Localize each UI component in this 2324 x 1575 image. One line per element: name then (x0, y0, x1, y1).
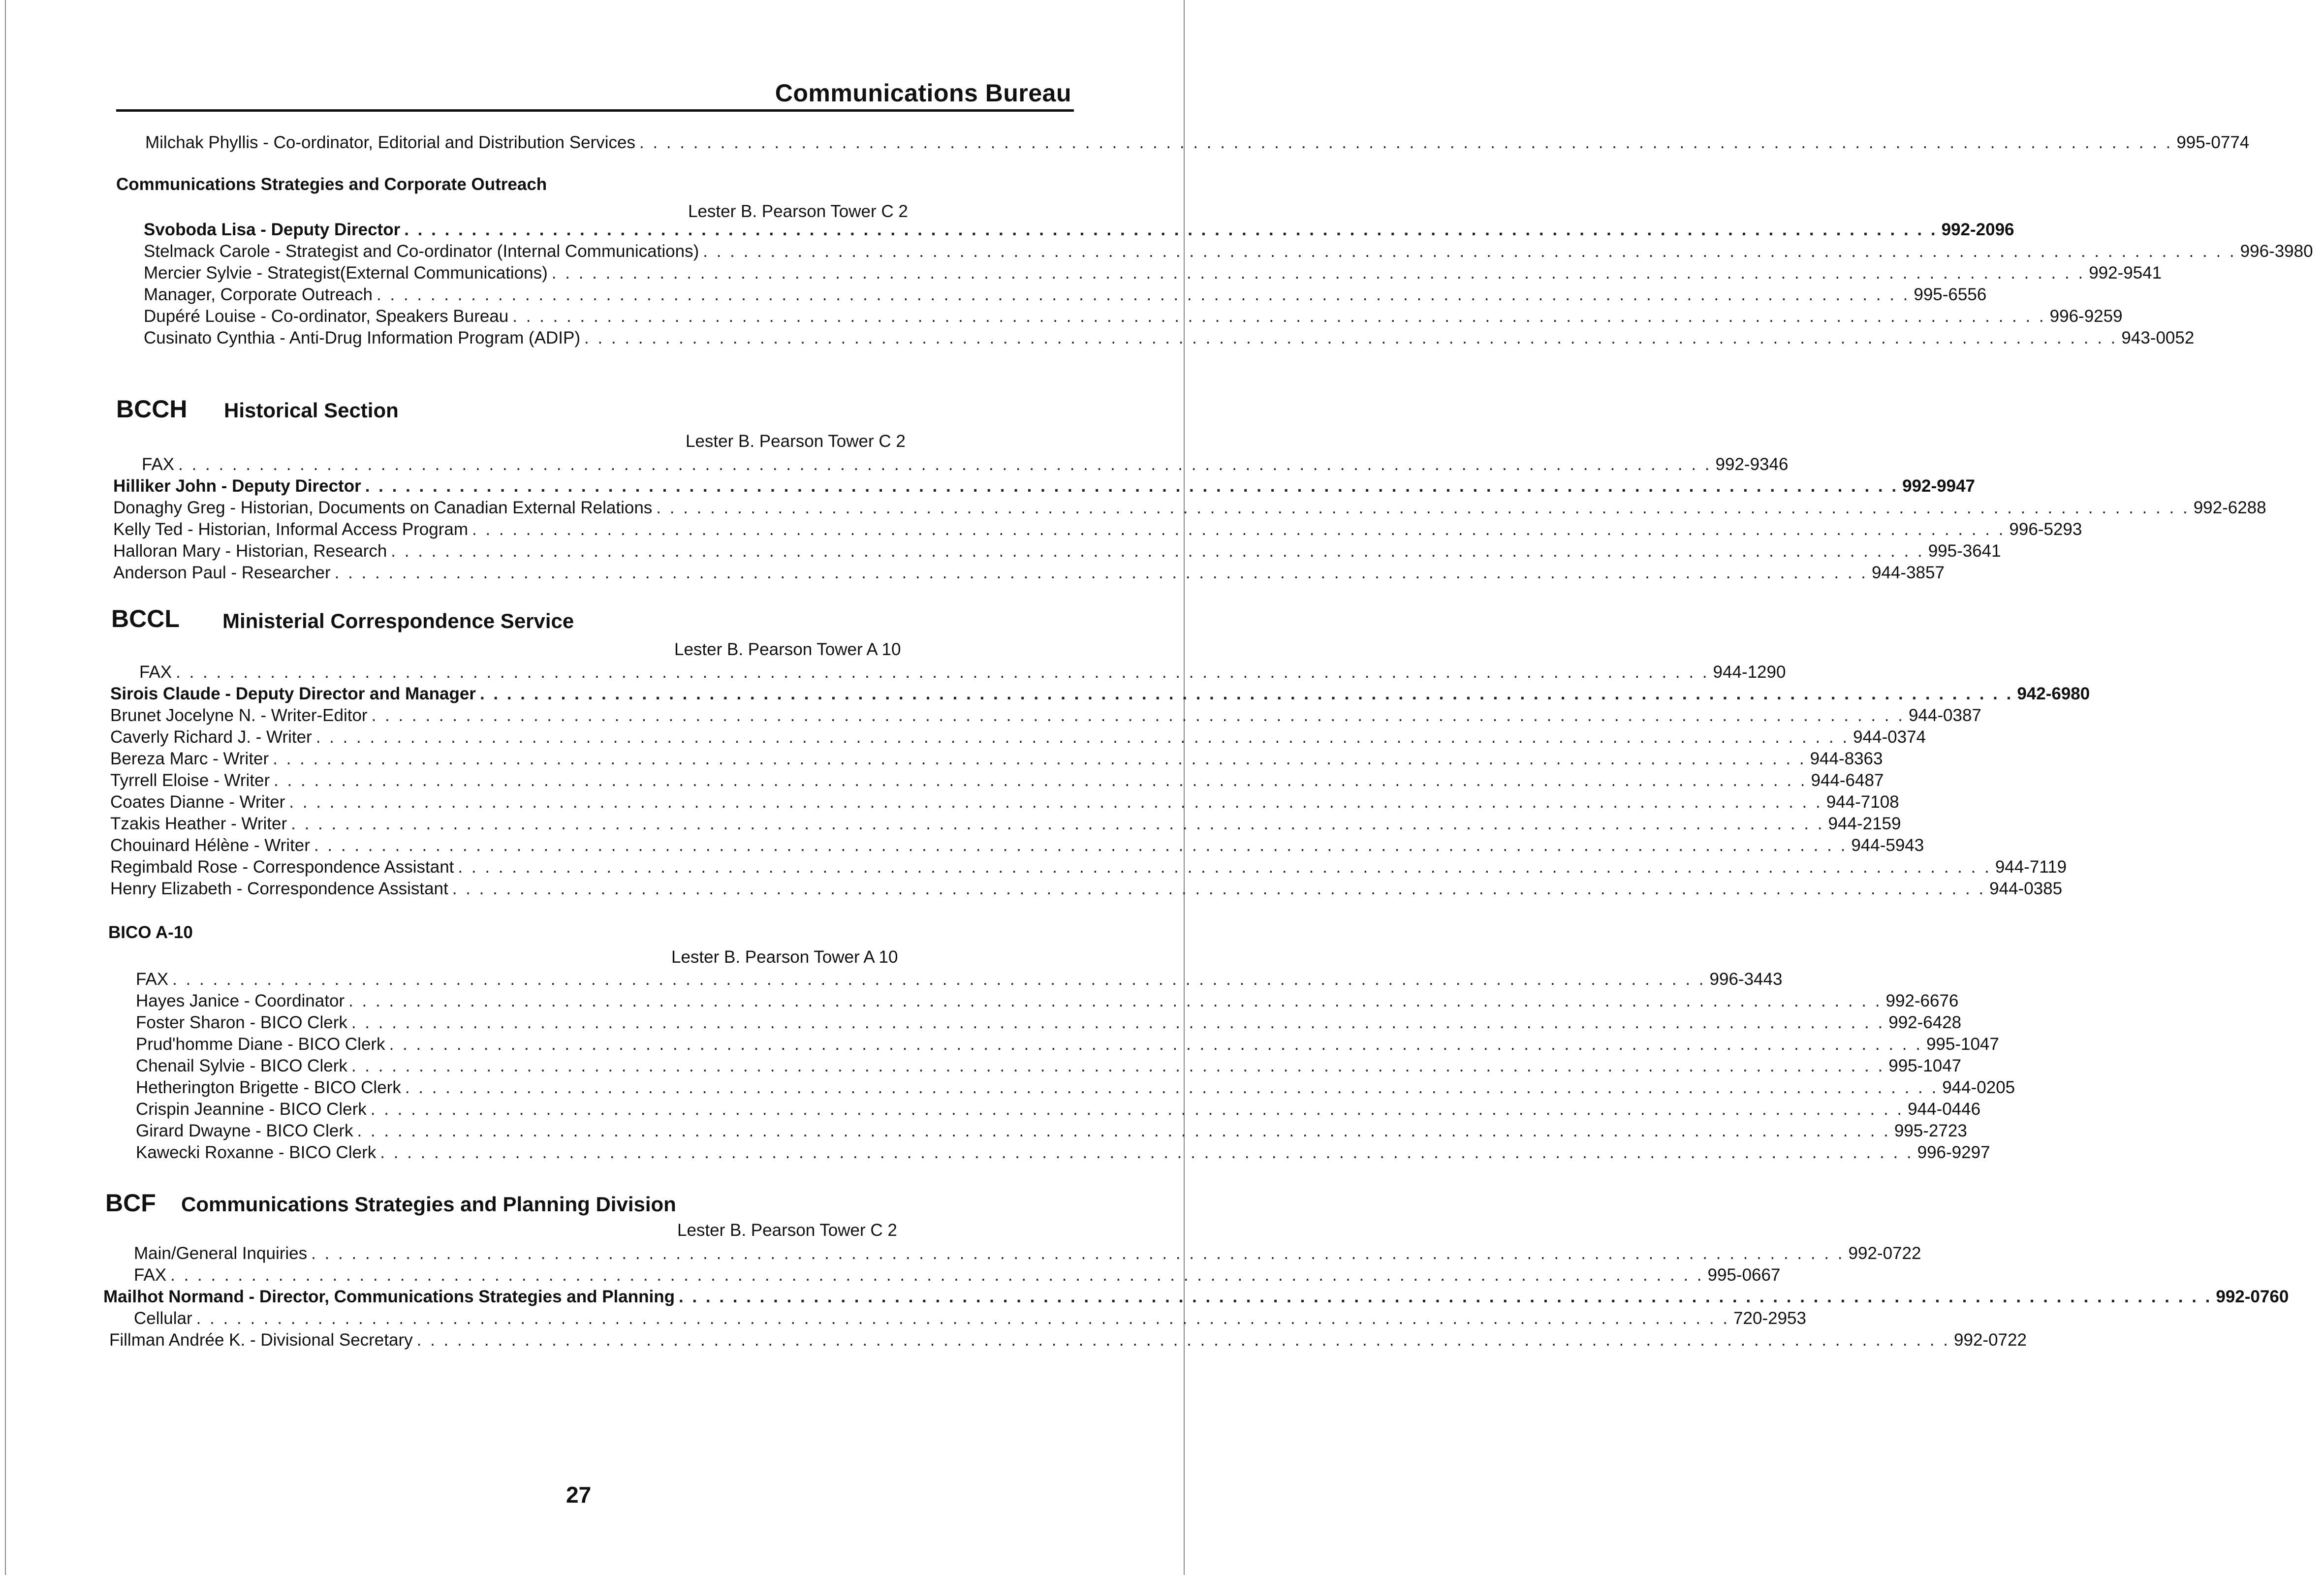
entry-phone: 992-0722 (1954, 1330, 2027, 1350)
dot-leader: . . . . . . . . . . . . . . . . . . . . . . . . . . . . . . . . . . . . . . . . . . . . . . . . . . . . . . . . . . . . . . . . . . . . . . . . . . . . . . . . . . . . . . . . . . . . . . . . . . . . . . . . . . . . . . . . . . (703, 242, 2236, 261)
bico-location: Lester B. Pearson Tower A 10 (671, 947, 898, 967)
header-rule (116, 109, 1074, 112)
entry-phone: 996-9259 (2049, 307, 2123, 326)
dot-leader: . . . . . . . . . . . . . . . . . . . . . . . . . . . . . . . . . . . . . . . . . . . . . . . . . . . . . . . . . . . . . . . . . . . . . . . . . . . . . . . . . . . . . . . . . . . . . . . . . . . . . . . . . . . . . . . . . . (656, 498, 2190, 517)
directory-row (110, 856, 2067, 878)
dot-leader: . . . . . . . . . . . . . . . . . . . . . . . . . . . . . . . . . . . . . . . . . . . . . . . . . . . . . . . . . . . . . . . . . . . . . . . . . . . . . . . . . . . . . . . . . . . . . . . . . . . . . . . . . . . . . . . . . . (172, 970, 1706, 989)
dot-leader: . . . . . . . . . . . . . . . . . . . . . . . . . . . . . . . . . . . . . . . . . . . . . . . . . . . . . . . . . . . . . . . . . . . . . . . . . . . . . . . . . . . . . . . . . . . . . . . . . . . . . . . . . . . . . . . . . . (376, 285, 1910, 304)
directory-row (136, 1034, 1999, 1055)
entry-phone: 944-7108 (1826, 792, 1899, 812)
dot-leader: . . . . . . . . . . . . . . . . . . . . . . . . . . . . . . . . . . . . . . . . . . . . . . . . . . . . . . . . . . . . . . . . . . . . . . . . . . . . . . . . . . . . . . . . . . . . . . . . . . . . . . . . . . . . . . . . . . (391, 541, 1924, 561)
directory-row (144, 262, 2162, 284)
directory-row (113, 475, 1976, 497)
dot-leader: . . . . . . . . . . . . . . . . . . . . . . . . . . . . . . . . . . . . . . . . . . . . . . . . . . . . . . . . . . . . . . . . . . . . . . . . . . . . . . . . . . . . . . . . . . . . . . . . . . . . . . . . . . . . . . . . . . (196, 1309, 1730, 1328)
entry-name: Manager, Corporate Outreach (144, 285, 373, 304)
directory-row (110, 813, 1901, 835)
directory-row (134, 1243, 1921, 1264)
dot-leader: . . . . . . . . . . . . . . . . . . . . . . . . . . . . . . . . . . . . . . . . . . . . . . . . . . . . . . . . . . . . . . . . . . . . . . . . . . . . . . . . . . . . . . . . . . . . . . . . . . . . . . . . . . . . . . . . . . (357, 1121, 1890, 1140)
bcch-location: Lester B. Pearson Tower C 2 (686, 432, 906, 451)
dot-leader: . . . . . . . . . . . . . . . . . . . . . . . . . . . . . . . . . . . . . . . . . . . . . . . . . . . . . . . . . . . . . . . . . . . . . . . . . . . . . . . . . . . . . . . . . . . . . . . . . . . . . . . . . . . . . . . . . . (365, 476, 1899, 496)
entry-phone: 944-0387 (1908, 706, 1981, 725)
cs-outreach-location: Lester B. Pearson Tower C 2 (688, 202, 908, 221)
entry-name: Anderson Paul - Researcher (113, 563, 331, 582)
entry-name: Dupéré Louise - Co-ordinator, Speakers Bureau (144, 307, 509, 326)
dot-leader: . . . . . . . . . . . . . . . . . . . . . . . . . . . . . . . . . . . . . . . . . . . . . . . . . . . . . . . . . . . . . . . . . . . . . . . . . . . . . . . . . . . . . . . . . . . . . . . . . . . . . . . . . . . . . . . . . . (551, 263, 2085, 283)
dot-leader: . . . . . . . . . . . . . . . . . . . . . . . . . . . . . . . . . . . . . . . . . . . . . . . . . . . . . . . . . . . . . . . . . . . . . . . . . . . . . . . . . . . . . . . . . . . . . . . . . . . . . . . . . . . . . . . . . . (291, 814, 1824, 833)
directory-row (144, 327, 2195, 349)
dot-leader: . . . . . . . . . . . . . . . . . . . . . . . . . . . . . . . . . . . . . . . . . . . . . . . . . . . . . . . . . . . . . . . . . . . . . . . . . . . . . . . . . . . . . . . . . . . . . . . . . . . . . . . . . . . . . . . . . . (370, 1100, 1904, 1119)
entry-name: Kelly Ted - Historian, Informal Access Program (113, 520, 469, 539)
entry-phone: 992-9947 (1902, 476, 1976, 496)
entry-name: Mailhot Normand - Director, Communications Strategies and Planning (103, 1287, 675, 1306)
directory-row (144, 284, 1987, 306)
page-header: Communications Bureau (775, 79, 1071, 107)
entry-name: Caverly Richard J. - Writer (110, 727, 312, 747)
dot-leader: . . . . . . . . . . . . . . . . . . . . . . . . . . . . . . . . . . . . . . . . . . . . . . . . . . . . . . . . . . . . . . . . . . . . . . . . . . . . . . . . . . . . . . . . . . . . . . . . . . . . . . . . . . . . . . . . . . (311, 1244, 1845, 1263)
directory-row (136, 1120, 1967, 1142)
directory-row (136, 1142, 1990, 1164)
entry-name: Halloran Mary - Historian, Research (113, 541, 387, 561)
entry-phone: 944-0385 (1989, 879, 2063, 898)
entry-name: FAX (139, 662, 172, 682)
entry-phone: 996-5293 (2009, 520, 2082, 539)
dot-leader: . . . . . . . . . . . . . . . . . . . . . . . . . . . . . . . . . . . . . . . . . . . . . . . . . . . . . . . . . . . . . . . . . . . . . . . . . . . . . . . . . . . . . . . . . . . . . . . . . . . . . . . . . . . . . . . . . . (274, 771, 1807, 790)
dot-leader: . . . . . . . . . . . . . . . . . . . . . . . . . . . . . . . . . . . . . . . . . . . . . . . . . . . . . . . . . . . . . . . . . . . . . . . . . . . . . . . . . . . . . . . . . . . . . . . . . . . . . . . . . . . . . . . . . . (678, 1287, 2212, 1306)
entry-phone: 942-6980 (2017, 684, 2090, 703)
bico-heading: BICO A-10 (108, 923, 193, 942)
directory-row (139, 662, 1786, 683)
directory-row (110, 770, 1884, 791)
directory-row (109, 1329, 2027, 1351)
directory-row (144, 241, 2313, 262)
dot-leader: . . . . . . . . . . . . . . . . . . . . . . . . . . . . . . . . . . . . . . . . . . . . . . . . . . . . . . . . . . . . . . . . . . . . . . . . . . . . . . . . . . . . . . . . . . . . . . . . . . . . . . . . . . . . . . . . . . (351, 1013, 1885, 1032)
entry-phone: 944-7119 (1995, 857, 2067, 877)
dot-leader: . . . . . . . . . . . . . . . . . . . . . . . . . . . . . . . . . . . . . . . . . . . . . . . . . . . . . . . . . . . . . . . . . . . . . . . . . . . . . . . . . . . . . . . . . . . . . . . . . . . . . . . . . . . . . . . . . . (389, 1035, 1922, 1054)
directory-row (110, 683, 2090, 705)
directory-row (110, 791, 1899, 813)
dot-leader: . . . . . . . . . . . . . . . . . . . . . . . . . . . . . . . . . . . . . . . . . . . . . . . . . . . . . . . . . . . . . . . . . . . . . . . . . . . . . . . . . . . . . . . . . . . . . . . . . . . . . . . . . . . . . . . . . . (512, 307, 2046, 326)
directory-row (144, 306, 2123, 327)
directory-row (110, 835, 1924, 856)
dot-leader: . . . . . . . . . . . . . . . . . . . . . . . . . . . . . . . . . . . . . . . . . . . . . . . . . . . . . . . . . . . . . . . . . . . . . . . . . . . . . . . . . . . . . . . . . . . . . . . . . . . . . . . . . . . . . . . . . . (380, 1143, 1914, 1162)
left-margin-line (5, 0, 6, 1575)
page-number: 27 (566, 1482, 592, 1508)
bccl-code: BCCL (111, 605, 180, 632)
dot-leader: . . . . . . . . . . . . . . . . . . . . . . . . . . . . . . . . . . . . . . . . . . . . . . . . . . . . . . . . . . . . . . . . . . . . . . . . . . . . . . . . . . . . . . . . . . . . . . . . . . . . . . . . . . . . . . . . . . (334, 563, 1868, 582)
entry-name: Girard Dwayne - BICO Clerk (136, 1121, 353, 1140)
dot-leader: . . . . . . . . . . . . . . . . . . . . . . . . . . . . . . . . . . . . . . . . . . . . . . . . . . . . . . . . . . . . . . . . . . . . . . . . . . . . . . . . . . . . . . . . . . . . . . . . . . . . . . . . . . . . . . . . . . (479, 684, 2013, 703)
directory-row (142, 454, 1789, 475)
cs-outreach-heading: Communications Strategies and Corporate Outreach (116, 175, 547, 194)
directory-row (110, 726, 1926, 748)
bcf-code: BCF (105, 1189, 156, 1217)
entry-name: FAX (134, 1265, 167, 1285)
directory-row (136, 969, 1783, 990)
dot-leader: . . . . . . . . . . . . . . . . . . . . . . . . . . . . . . . . . . . . . . . . . . . . . . . . . . . . . . . . . . . . . . . . . . . . . . . . . . . . . . . . . . . . . . . . . . . . . . . . . . . . . . . . . . . . . . . . . . (348, 991, 1882, 1010)
entry-phone: 944-5943 (1851, 836, 1924, 855)
entry-name: FAX (136, 970, 169, 989)
entry-name: Cusinato Cynthia - Anti-Drug Information Program (ADIP) (144, 328, 580, 347)
entry-name: Hilliker John - Deputy Director (113, 476, 361, 496)
dot-leader: . . . . . . . . . . . . . . . . . . . . . . . . . . . . . . . . . . . . . . . . . . . . . . . . . . . . . . . . . . . . . . . . . . . . . . . . . . . . . . . . . . . . . . . . . . . . . . . . . . . . . . . . . . . . . . . . . . (452, 879, 1986, 898)
entry-name: Kawecki Roxanne - BICO Clerk (136, 1143, 377, 1162)
entry-name: FAX (142, 455, 175, 474)
bcf-location: Lester B. Pearson Tower C 2 (677, 1221, 897, 1240)
dot-leader: . . . . . . . . . . . . . . . . . . . . . . . . . . . . . . . . . . . . . . . . . . . . . . . . . . . . . . . . . . . . . . . . . . . . . . . . . . . . . . . . . . . . . . . . . . . . . . . . . . . . . . . . . . . . . . . . . . (416, 1330, 1950, 1350)
dot-leader: . . . . . . . . . . . . . . . . . . . . . . . . . . . . . . . . . . . . . . . . . . . . . . . . . . . . . . . . . . . . . . . . . . . . . . . . . . . . . . . . . . . . . . . . . . . . . . . . . . . . . . . . . . . . . . . . . . (371, 706, 1905, 725)
directory-row (134, 1264, 1781, 1286)
entry-phone: 995-1047 (1926, 1035, 1999, 1054)
entry-name: Foster Sharon - BICO Clerk (136, 1013, 347, 1032)
entry-phone: 992-6428 (1888, 1013, 1962, 1032)
directory-row (113, 497, 2266, 519)
entry-phone: 944-8363 (1810, 749, 1883, 768)
directory-row (110, 748, 1883, 770)
dot-leader: . . . . . . . . . . . . . . . . . . . . . . . . . . . . . . . . . . . . . . . . . . . . . . . . . . . . . . . . . . . . . . . . . . . . . . . . . . . . . . . . . . . . . . . . . . . . . . . . . . . . . . . . . . . . . . . . . . (314, 836, 1848, 855)
dot-leader: . . . . . . . . . . . . . . . . . . . . . . . . . . . . . . . . . . . . . . . . . . . . . . . . . . . . . . . . . . . . . . . . . . . . . . . . . . . . . . . . . . . . . . . . . . . . . . . . . . . . . . . . . . . . . . . . . . (472, 520, 2006, 539)
dot-leader: . . . . . . . . . . . . . . . . . . . . . . . . . . . . . . . . . . . . . . . . . . . . . . . . . . . . . . . . . . . . . . . . . . . . . . . . . . . . . . . . . . . . . . . . . . . . . . . . . . . . . . . . . . . . . . . . . . (273, 749, 1806, 768)
dot-leader: . . . . . . . . . . . . . . . . . . . . . . . . . . . . . . . . . . . . . . . . . . . . . . . . . . . . . . . . . . . . . . . . . . . . . . . . . . . . . . . . . . . . . . . . . . . . . . . . . . . . . . . . . . . . . . . . . . (584, 328, 2118, 347)
directory-row (113, 562, 1945, 584)
dot-leader: . . . . . . . . . . . . . . . . . . . . . . . . . . . . . . . . . . . . . . . . . . . . . . . . . . . . . . . . . . . . . . . . . . . . . . . . . . . . . . . . . . . . . . . . . . . . . . . . . . . . . . . . . . . . . . . . . . (351, 1056, 1885, 1075)
entry-name: Prud'homme Diane - BICO Clerk (136, 1035, 385, 1054)
dot-leader: . . . . . . . . . . . . . . . . . . . . . . . . . . . . . . . . . . . . . . . . . . . . . . . . . . . . . . . . . . . . . . . . . . . . . . . . . . . . . . . . . . . . . . . . . . . . . . . . . . . . . . . . . . . . . . . . . . (458, 857, 1991, 877)
bcf-title: Communications Strategies and Planning Division (181, 1193, 676, 1216)
dot-leader: . . . . . . . . . . . . . . . . . . . . . . . . . . . . . . . . . . . . . . . . . . . . . . . . . . . . . . . . . . . . . . . . . . . . . . . . . . . . . . . . . . . . . . . . . . . . . . . . . . . . . . . . . . . . . . . . . . (404, 220, 1938, 239)
entry-name: Cellular (134, 1309, 192, 1328)
entry-name: Regimbald Rose - Correspondence Assistant (110, 857, 454, 877)
entry-phone: 944-6487 (1811, 771, 1884, 790)
entry-name: Tyrrell Eloise - Writer (110, 771, 270, 790)
directory-row (136, 1077, 2015, 1099)
directory-row (144, 219, 2014, 241)
entry-phone: 996-3980 (2240, 242, 2313, 261)
entry-name: Tzakis Heather - Writer (110, 814, 287, 833)
directory-row (136, 1012, 1962, 1034)
directory-row (113, 540, 2001, 562)
entry-phone: 996-3443 (1709, 970, 1783, 989)
entry-phone: 944-1290 (1713, 662, 1786, 682)
entry-phone: 992-2096 (1941, 220, 2014, 239)
bcch-code: BCCH (116, 395, 188, 423)
entry-phone: 992-9541 (2089, 263, 2162, 283)
directory-row (136, 990, 1959, 1012)
entry-phone: 995-0774 (2176, 133, 2250, 152)
bccl-title: Ministerial Correspondence Service (222, 609, 574, 632)
dot-leader: . . . . . . . . . . . . . . . . . . . . . . . . . . . . . . . . . . . . . . . . . . . . . . . . . . . . . . . . . . . . . . . . . . . . . . . . . . . . . . . . . . . . . . . . . . . . . . . . . . . . . . . . . . . . . . . . . . (639, 133, 2173, 152)
entry-name: Hetherington Brigette - BICO Clerk (136, 1078, 401, 1097)
dot-leader: . . . . . . . . . . . . . . . . . . . . . . . . . . . . . . . . . . . . . . . . . . . . . . . . . . . . . . . . . . . . . . . . . . . . . . . . . . . . . . . . . . . . . . . . . . . . . . . . . . . . . . . . . . . . . . . . . . (176, 662, 1709, 682)
directory-row (110, 878, 2063, 900)
entry-phone: 943-0052 (2121, 328, 2195, 347)
entry-name: Brunet Jocelyne N. - Writer-Editor (110, 706, 368, 725)
entry-name: Henry Elizabeth - Correspondence Assistant (110, 879, 448, 898)
entry-phone: 944-2159 (1828, 814, 1901, 833)
bccl-location: Lester B. Pearson Tower A 10 (674, 640, 901, 659)
entry-phone: 995-2723 (1894, 1121, 1967, 1140)
bcch-title: Historical Section (224, 399, 399, 422)
dot-leader: . . . . . . . . . . . . . . . . . . . . . . . . . . . . . . . . . . . . . . . . . . . . . . . . . . . . . . . . . . . . . . . . . . . . . . . . . . . . . . . . . . . . . . . . . . . . . . . . . . . . . . . . . . . . . . . . . . (315, 727, 1850, 747)
entry-phone: 944-0205 (1942, 1078, 2015, 1097)
entry-phone: 992-6288 (2193, 498, 2266, 517)
entry-phone: 992-6676 (1885, 991, 1959, 1010)
entry-phone: 992-0722 (1848, 1244, 1921, 1263)
entry-name: Stelmack Carole - Strategist and Co-ordinator (Internal Communications) (144, 242, 699, 261)
entry-name: Milchak Phyllis - Co-ordinator, Editorial and Distribution Services (145, 133, 635, 152)
entry-name: Crispin Jeannine - BICO Clerk (136, 1100, 367, 1119)
directory-row (145, 132, 2250, 154)
entry-name: Coates Dianne - Writer (110, 792, 285, 812)
directory-row (136, 1099, 1981, 1120)
directory-row (136, 1055, 1962, 1077)
entry-phone: 992-9346 (1715, 455, 1789, 474)
entry-name: Main/General Inquiries (134, 1244, 308, 1263)
entry-phone: 944-3857 (1872, 563, 1945, 582)
entry-phone: 995-0667 (1707, 1265, 1781, 1285)
dot-leader: . . . . . . . . . . . . . . . . . . . . . . . . . . . . . . . . . . . . . . . . . . . . . . . . . . . . . . . . . . . . . . . . . . . . . . . . . . . . . . . . . . . . . . . . . . . . . . . . . . . . . . . . . . . . . . . . . . (405, 1078, 1939, 1097)
entry-name: Sirois Claude - Deputy Director and Manager (110, 684, 476, 703)
directory-row (113, 519, 2082, 540)
entry-phone: 944-0446 (1908, 1100, 1981, 1119)
entry-name: Svoboda Lisa - Deputy Director (144, 220, 401, 239)
directory-row (103, 1286, 2289, 1308)
entry-phone: 995-6556 (1914, 285, 1987, 304)
entry-name: Donaghy Greg - Historian, Documents on Canadian External Relations (113, 498, 653, 517)
entry-name: Fillman Andrée K. - Divisional Secretary (109, 1330, 413, 1350)
entry-phone: 996-9297 (1917, 1143, 1990, 1162)
entry-name: Chouinard Hélène - Writer (110, 836, 310, 855)
entry-name: Chenail Sylvie - BICO Clerk (136, 1056, 347, 1075)
dot-leader: . . . . . . . . . . . . . . . . . . . . . . . . . . . . . . . . . . . . . . . . . . . . . . . . . . . . . . . . . . . . . . . . . . . . . . . . . . . . . . . . . . . . . . . . . . . . . . . . . . . . . . . . . . . . . . . . . . (170, 1265, 1704, 1285)
entry-phone: 720-2953 (1733, 1309, 1806, 1328)
entry-name: Hayes Janice - Coordinator (136, 991, 345, 1010)
entry-phone: 995-1047 (1888, 1056, 1962, 1075)
entry-phone: 944-0374 (1853, 727, 1926, 747)
entry-phone: 995-3641 (1928, 541, 2001, 561)
entry-name: Bereza Marc - Writer (110, 749, 269, 768)
directory-row (110, 705, 1981, 726)
directory-row (134, 1308, 1806, 1329)
dot-leader: . . . . . . . . . . . . . . . . . . . . . . . . . . . . . . . . . . . . . . . . . . . . . . . . . . . . . . . . . . . . . . . . . . . . . . . . . . . . . . . . . . . . . . . . . . . . . . . . . . . . . . . . . . . . . . . . . . (289, 792, 1822, 812)
dot-leader: . . . . . . . . . . . . . . . . . . . . . . . . . . . . . . . . . . . . . . . . . . . . . . . . . . . . . . . . . . . . . . . . . . . . . . . . . . . . . . . . . . . . . . . . . . . . . . . . . . . . . . . . . . . . . . . . . . (178, 455, 1712, 474)
entry-name: Mercier Sylvie - Strategist(External Communications) (144, 263, 548, 283)
entry-phone: 992-0760 (2216, 1287, 2289, 1306)
